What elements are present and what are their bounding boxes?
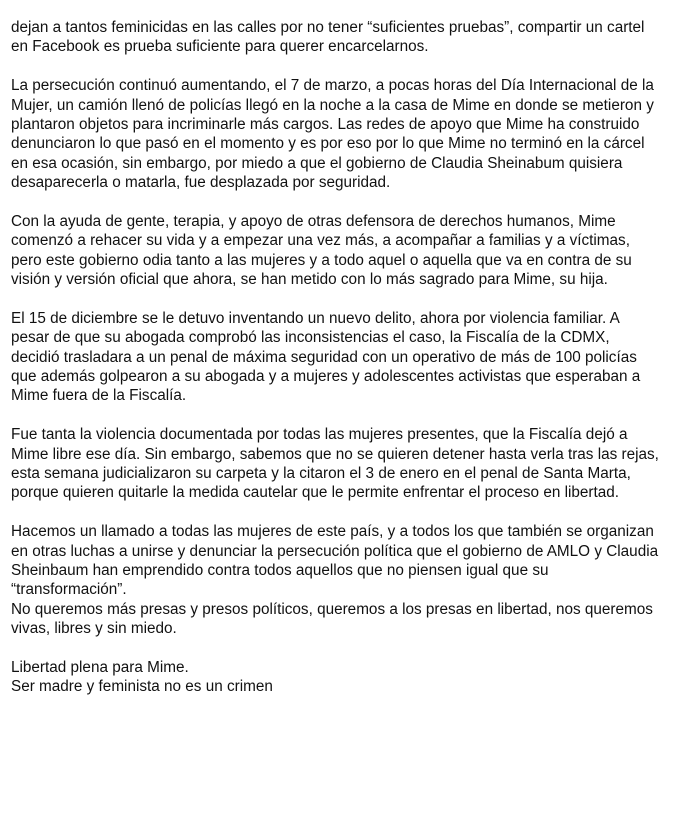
text-line: Mime libre ese día. Sin embargo, sabemos que no se quieren detener hasta verla tras las rejas, (11, 445, 659, 463)
text-line: pero este gobierno odia tanto a las mujeres y a todo aquel o aquella que va en contra de su (11, 251, 632, 269)
text-line: desaparecerla o matarla, fue desplazada por seguridad. (11, 174, 391, 192)
text-line: esta semana judicializaron su carpeta y la citaron el 3 de enero en el penal de Santa Marta, (11, 464, 631, 482)
text-line: Ser madre y feminista no es un crimen (11, 678, 273, 696)
text-line: Libertad plena para Mime. (11, 658, 189, 676)
text-line: decidió trasladara a un penal de máxima seguridad con un operativo de más de 100 policías (11, 348, 637, 366)
text-line: denunciaron lo que pasó en el momento y es por eso por lo que Mime no terminó en la cárcel (11, 135, 645, 153)
text-line: en Facebook es prueba suficiente para querer encarcelarnos. (11, 38, 429, 56)
text-line: El 15 de diciembre se le detuvo inventando un nuevo delito, ahora por violencia familiar. A (11, 309, 620, 327)
text-line: Sheinbaum han emprendido contra todos aquellos que no piensen igual que su (11, 561, 549, 579)
text-line: porque quieren quitarle la medida cautelar que le permite enfrentar el proceso en libertad. (11, 484, 619, 502)
text-line: Mime fuera de la Fiscalía. (11, 387, 187, 405)
text-line: No queremos más presas y presos políticos, queremos a los presas en libertad, nos queremos (11, 600, 653, 618)
text-line: que además golpearon a su abogada y a mujeres y adolescentes activistas que esperaban a (11, 368, 641, 386)
text-line: Con la ayuda de gente, terapia, y apoyo de otras defensora de derechos humanos, Mime (11, 212, 616, 230)
text-line: “transformación”. (11, 581, 127, 599)
text-line: plantaron objetos para incriminarle más cargos. Las redes de apoyo que Mime ha construido (11, 115, 640, 133)
text-line: en esa ocasión, sin embargo, por miedo a que el gobierno de Claudia Sheinabum quisiera (11, 154, 623, 172)
text-line: dejan a tantos feminicidas en las calles por no tener “suficientes pruebas”, compartir un cartel (11, 19, 645, 36)
text-line: pesar de que su abogada comprobó las inconsistencias el caso, la Fiscalía de la CDMX, (11, 329, 610, 347)
text-line: comenzó a rehacer su vida y a empezar una vez más, a acompañar a familias y a víctimas, (11, 232, 630, 250)
paragraph-2 (11, 76, 686, 192)
text-line: vivas, libres y sin miedo. (11, 620, 177, 638)
paragraph-5 (11, 425, 686, 503)
text-line: Fue tanta la violencia documentada por todas las mujeres presentes, que la Fiscalía dejó a (11, 426, 628, 444)
document-body (11, 18, 686, 697)
paragraph-4 (11, 309, 686, 406)
text-line: Hacemos un llamado a todas las mujeres de este país, y a todos los que también se organizan (11, 523, 654, 541)
paragraph-3 (11, 212, 686, 290)
text-line: en otras luchas a unirse y denunciar la persecución política que el gobierno de AMLO y Claudia (11, 542, 659, 560)
paragraph-6 (11, 522, 686, 638)
closing-paragraph (11, 658, 686, 697)
text-line: La persecución continuó aumentando, el 7 de marzo, a pocas horas del Día Internacional de la (11, 77, 654, 95)
paragraph-1 (11, 18, 686, 57)
text-line: visión y versión oficial que ahora, se han metido con lo más sagrado para Mime, su hija. (11, 271, 608, 289)
text-line: Mujer, un camión llenó de policías llegó en la noche a la casa de Mime en donde se metieron y (11, 96, 654, 114)
